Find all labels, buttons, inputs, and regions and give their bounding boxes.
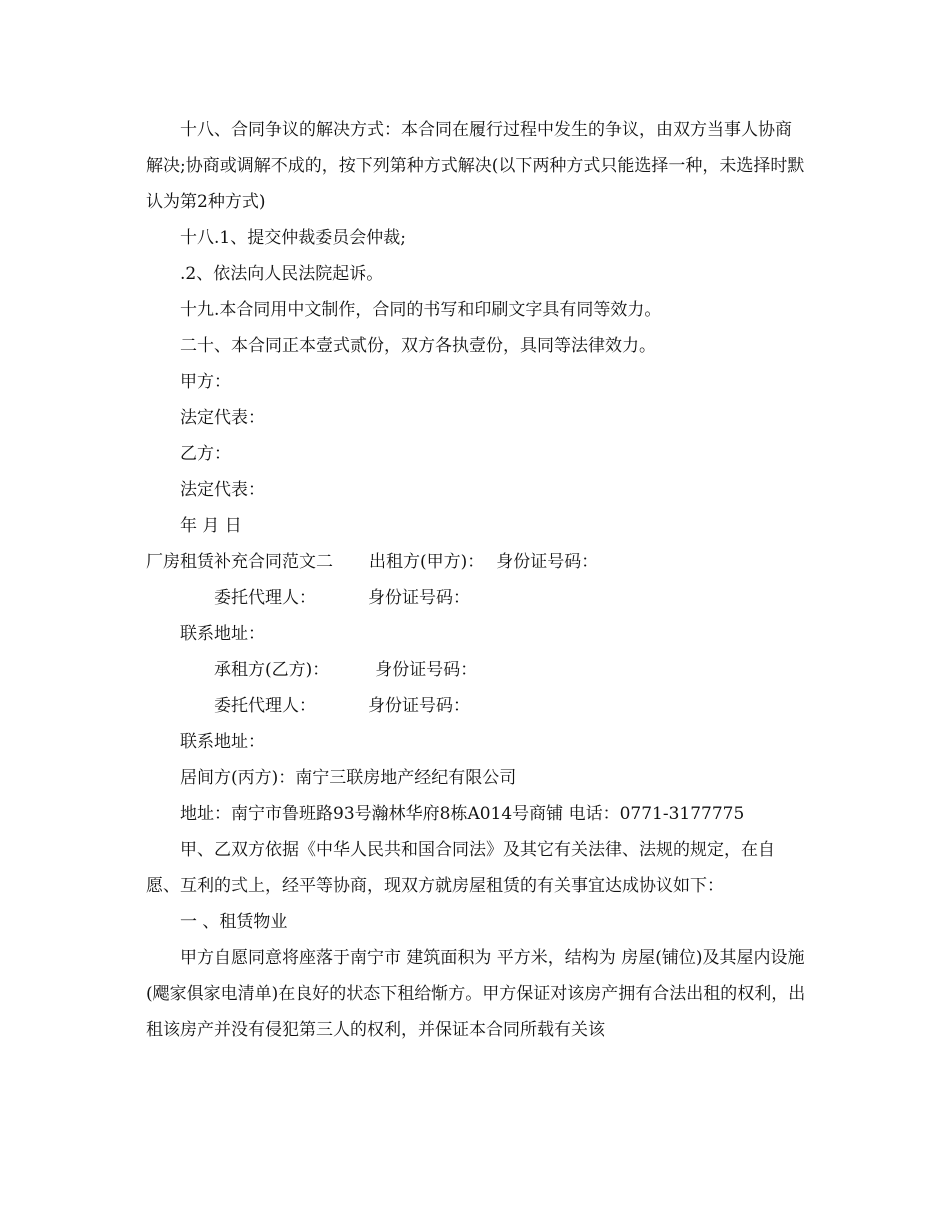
lessor-address-label: 联系地址：	[180, 624, 265, 644]
lessor-agent-line	[146, 580, 806, 616]
clause-18-1-arbitration: 十八.1、提交仲裁委员会仲裁;	[180, 228, 406, 248]
contract-title-line	[146, 544, 806, 580]
lessee-agent-id-label: 身份证号码：	[368, 696, 470, 716]
document-body	[146, 112, 806, 1048]
broker-line: 居间方(丙方)：南宁三联房地产经纪有限公司	[180, 768, 517, 788]
lessee-agent-line	[146, 688, 806, 724]
section-1-body: 甲方自愿同意将座落于南宁市 建筑面积为 平方米，结构为 房屋(铺位)及其屋内设施(飔家俱家电清单)在良好的状态下租给惭方。甲方保证对该房产拥有合法出租的权利，出租该房产并没有侵犯第三人的权利，并保证本合同所载有关该	[146, 948, 806, 1040]
party-b-label: 乙方：	[180, 444, 231, 464]
lessee-id-label: 身份证号码：	[375, 660, 478, 680]
intro-paragraph: 甲、乙双方依据《中华人民共和国合同法》及其它有关法律、法规的规定，在自愿、互利的弍上，经平等协商，现双方就房屋租赁的有关事宜达成协议如下：	[146, 840, 775, 896]
clause-18-dispute-resolution: 十八、合同争议的解决方式：本合同在履行过程中发生的争议，由双方当事人协商解决;协商或调解不成的，按下列第种方式解决(以下两种方式只能选择一种，未选择时默认为第2种方式)	[146, 120, 805, 212]
clause-20-copies: 二十、本合同正本壹式贰份，双方各执壹份，具同等法律效力。	[180, 336, 656, 356]
clause-19-language: 十九.本合同用中文制作，合同的书写和印刷文字具有同等效力。	[180, 300, 662, 320]
lessee-agent-label: 委托代理人：	[214, 696, 316, 716]
lessor-agent-id-label: 身份证号码：	[368, 588, 470, 608]
party-a-legal-rep-label: 法定代表：	[180, 408, 265, 428]
lessee-line	[146, 652, 806, 688]
broker-address-line: 地址：南宁市鲁班路93号瀚林华府8栋A014号商铺 电话：0771-3177775	[180, 804, 745, 824]
lessor-id-label: 身份证号码：	[496, 552, 599, 572]
lessee-address-label: 联系地址：	[180, 732, 265, 752]
lessor-agent-label: 委托代理人：	[214, 588, 316, 608]
lessor-label: 出租方(甲方)：	[369, 552, 485, 572]
signature-date-line: 年 月 日	[180, 516, 242, 536]
section-1-heading: 一 、租赁物业	[180, 912, 288, 932]
party-a-label: 甲方：	[180, 372, 231, 392]
contract-title: 厂房租赁补充合同范文二	[146, 552, 333, 572]
party-b-legal-rep-label: 法定代表：	[180, 480, 265, 500]
clause-18-2-litigation: .2、依法向人民法院起诉。	[180, 264, 384, 284]
lessee-label: 承租方(乙方)：	[214, 660, 330, 680]
